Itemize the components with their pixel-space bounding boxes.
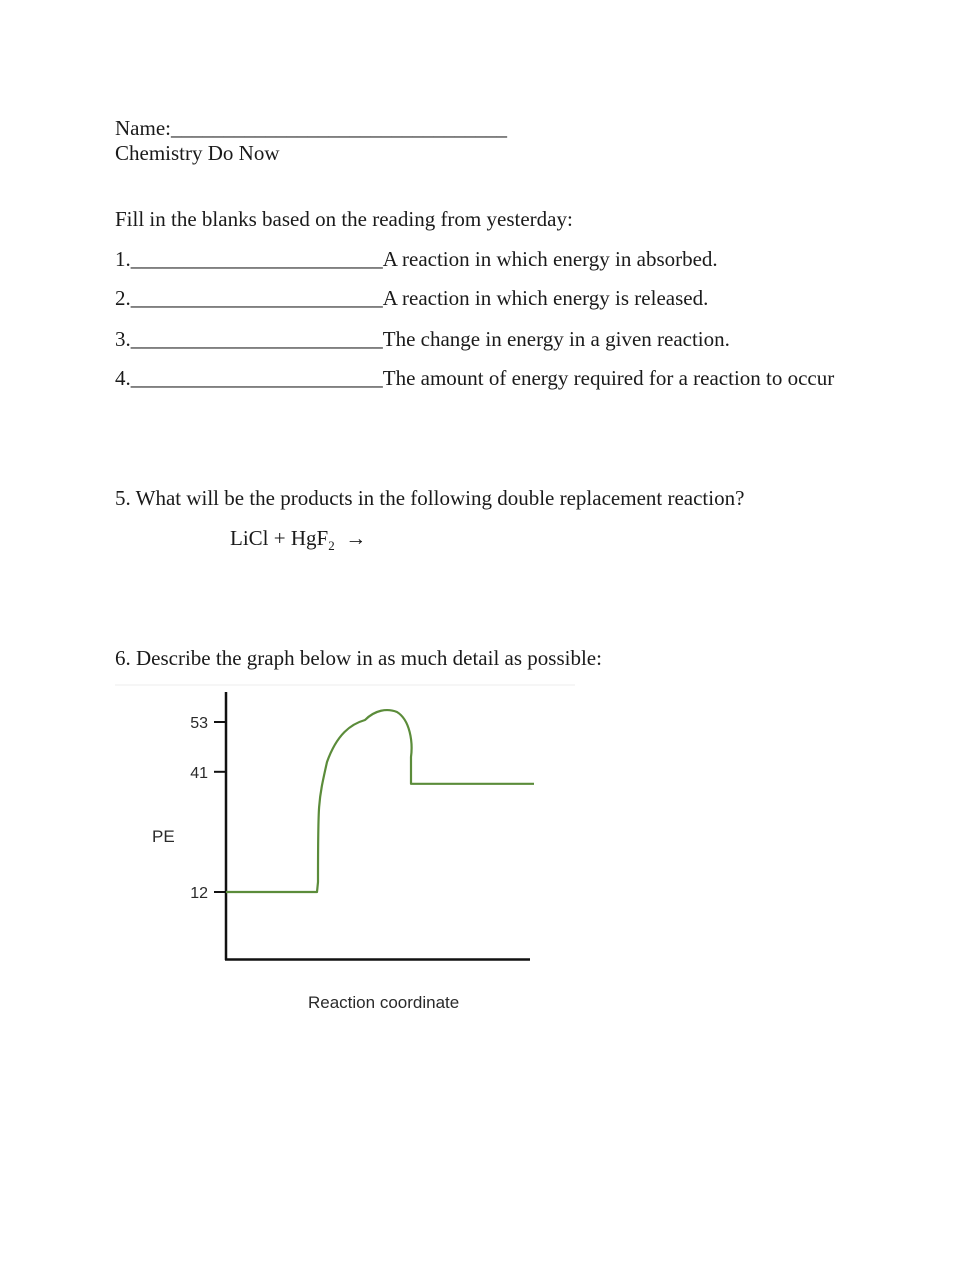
blank-item-3: 3.________________________The change in energy in a given reaction.: [115, 327, 730, 351]
name-line: Name:________________________________: [115, 116, 507, 140]
blank-item-2: 2.________________________A reaction in which energy is released.: [115, 286, 709, 310]
subtitle: Chemistry Do Now: [115, 141, 280, 165]
y-tick-label-41: 41: [190, 764, 208, 782]
y-axis-label: PE: [152, 827, 175, 846]
energy-diagram: [115, 684, 575, 1024]
blank-item-4: 4.________________________The amount of energy required for a reaction to occur: [115, 366, 835, 390]
instructions: Fill in the blanks based on the reading from yesterday:: [115, 207, 573, 231]
energy-curve: [226, 710, 534, 892]
question-6-prompt: 6. Describe the graph below in as much detail as possible:: [115, 646, 602, 670]
y-tick-label-53: 53: [190, 715, 208, 732]
blank-item-1: 1.________________________A reaction in which energy in absorbed.: [115, 247, 718, 271]
question-5-prompt: 5. What will be the products in the following double replacement reaction?: [115, 486, 745, 510]
y-tick-label-12: 12: [190, 885, 208, 902]
reaction-equation: [230, 528, 366, 552]
equation-reactants: LiCl + HgF: [230, 526, 329, 550]
equation-subscript: 2: [328, 538, 335, 554]
x-axis-label: Reaction coordinate: [308, 993, 460, 1012]
reaction-arrow-icon: →: [345, 526, 367, 550]
